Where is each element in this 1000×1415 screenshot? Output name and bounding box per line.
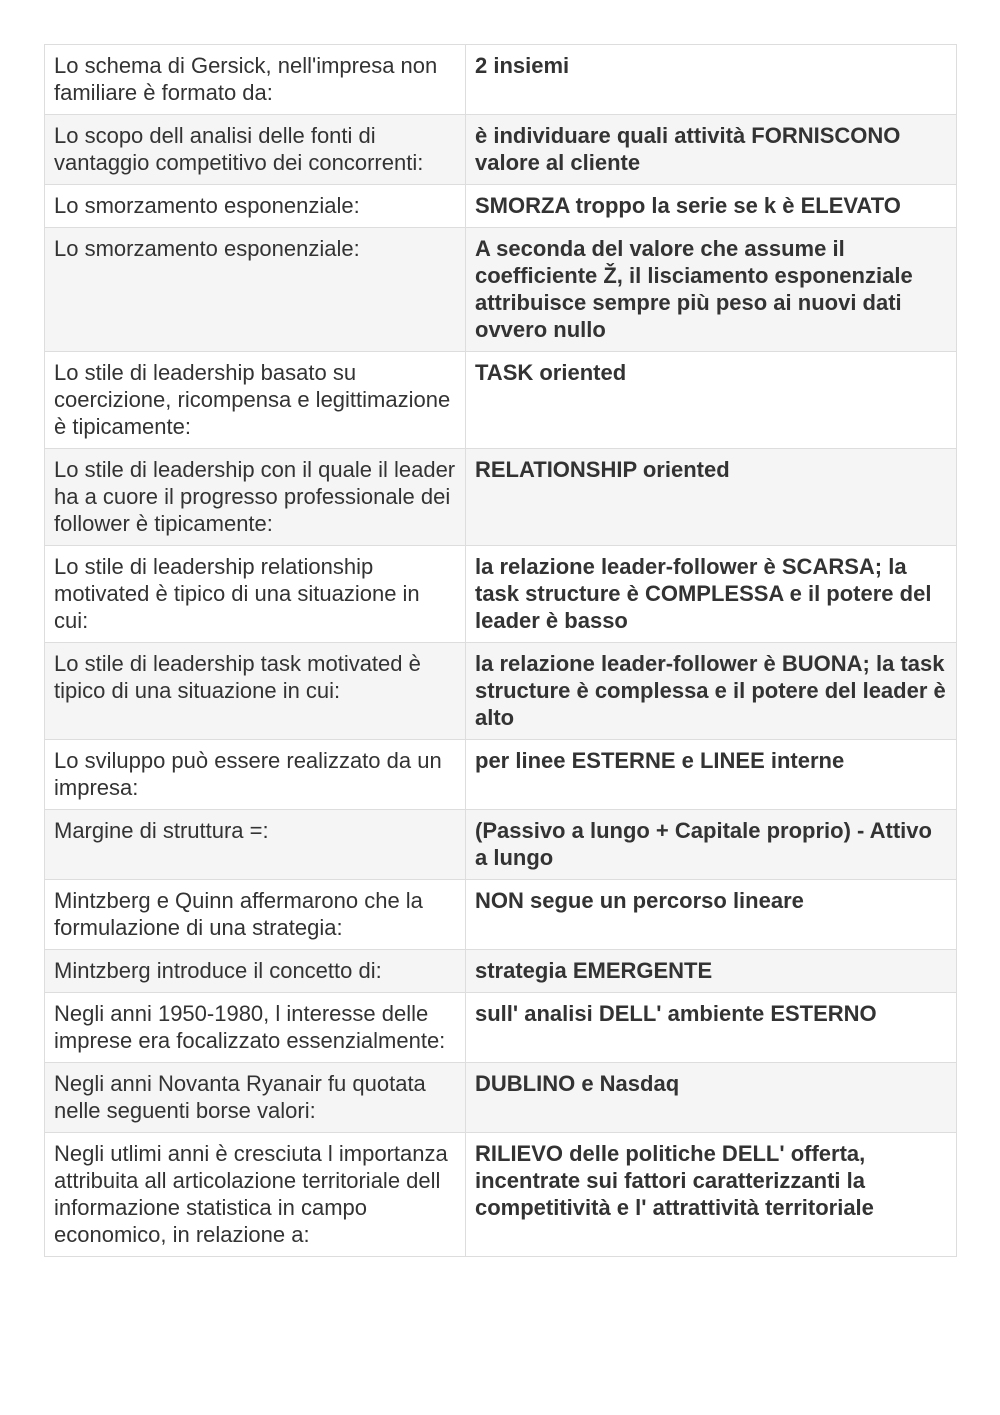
question-cell: Negli anni 1950-1980, l interesse delle imprese era focalizzato essenzialmente: — [45, 993, 466, 1063]
qa-table — [44, 44, 957, 1257]
question-cell: Lo schema di Gersick, nell'impresa non familiare è formato da: — [45, 45, 466, 115]
answer-cell: la relazione leader-follower è BUONA; la task structure è complessa e il potere del leader è alto — [466, 643, 957, 740]
table-row — [45, 228, 957, 352]
table-row — [45, 185, 957, 228]
question-cell: Margine di struttura =: — [45, 810, 466, 880]
table-row — [45, 546, 957, 643]
question-cell: Lo smorzamento esponenziale: — [45, 185, 466, 228]
question-cell: Lo scopo dell analisi delle fonti di vantaggio competitivo dei concorrenti: — [45, 115, 466, 185]
question-cell: Lo stile di leadership basato su coercizione, ricompensa e legittimazione è tipicamente: — [45, 352, 466, 449]
question-cell: Lo smorzamento esponenziale: — [45, 228, 466, 352]
answer-cell: RILIEVO delle politiche DELL' offerta, incentrate sui fattori caratterizzanti la competitività e l' attrattività territoriale — [466, 1133, 957, 1257]
table-row — [45, 993, 957, 1063]
answer-cell: (Passivo a lungo + Capitale proprio) - Attivo a lungo — [466, 810, 957, 880]
answer-cell: per linee ESTERNE e LINEE interne — [466, 740, 957, 810]
answer-cell: strategia EMERGENTE — [466, 950, 957, 993]
answer-cell: A seconda del valore che assume il coefficiente Ž, il lisciamento esponenziale attribuisce sempre più peso ai nuovi dati ovvero nullo — [466, 228, 957, 352]
question-cell: Negli utlimi anni è cresciuta l importanza attribuita all articolazione territoriale dell informazione statistica in campo economico, in relazione a: — [45, 1133, 466, 1257]
table-row — [45, 950, 957, 993]
table-row — [45, 1063, 957, 1133]
answer-cell: SMORZA troppo la serie se k è ELEVATO — [466, 185, 957, 228]
question-cell: Lo stile di leadership relationship motivated è tipico di una situazione in cui: — [45, 546, 466, 643]
table-row — [45, 115, 957, 185]
table-row — [45, 643, 957, 740]
answer-cell: è individuare quali attività FORNISCONO valore al cliente — [466, 115, 957, 185]
answer-cell: la relazione leader-follower è SCARSA; la task structure è COMPLESSA e il potere del leader è basso — [466, 546, 957, 643]
answer-cell: 2 insiemi — [466, 45, 957, 115]
answer-cell: RELATIONSHIP oriented — [466, 449, 957, 546]
answer-cell: sull' analisi DELL' ambiente ESTERNO — [466, 993, 957, 1063]
question-cell: Mintzberg e Quinn affermarono che la formulazione di una strategia: — [45, 880, 466, 950]
question-cell: Lo sviluppo può essere realizzato da un impresa: — [45, 740, 466, 810]
answer-cell: NON segue un percorso lineare — [466, 880, 957, 950]
table-row — [45, 449, 957, 546]
table-row — [45, 352, 957, 449]
question-cell: Lo stile di leadership task motivated è tipico di una situazione in cui: — [45, 643, 466, 740]
table-row — [45, 810, 957, 880]
answer-cell: TASK oriented — [466, 352, 957, 449]
table-row — [45, 1133, 957, 1257]
question-cell: Negli anni Novanta Ryanair fu quotata nelle seguenti borse valori: — [45, 1063, 466, 1133]
table-row — [45, 740, 957, 810]
question-cell: Lo stile di leadership con il quale il leader ha a cuore il progresso professionale dei follower è tipicamente: — [45, 449, 466, 546]
question-cell: Mintzberg introduce il concetto di: — [45, 950, 466, 993]
answer-cell: DUBLINO e Nasdaq — [466, 1063, 957, 1133]
table-row — [45, 880, 957, 950]
table-row — [45, 45, 957, 115]
